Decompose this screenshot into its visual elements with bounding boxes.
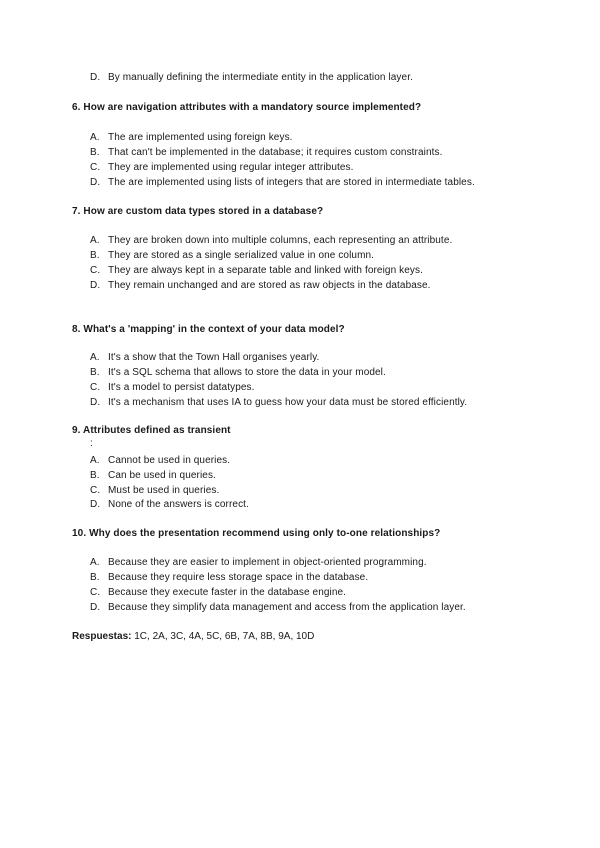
q7-option-a — [90, 234, 452, 247]
option-text: They are stored as a single serialized value in one column. — [108, 250, 375, 261]
option-letter: D. — [90, 177, 101, 188]
q8-option-d — [90, 396, 467, 409]
option-letter: A. — [90, 352, 100, 363]
option-letter: B. — [90, 470, 100, 481]
option-text: They are always kept in a separate table and linked with foreign keys. — [108, 265, 423, 276]
option-text: Because they simplify data management and access from the application layer. — [108, 602, 466, 613]
question-10-title: 10. Why does the presentation recommend using only to-one relationships? — [72, 528, 441, 539]
option-letter: D. — [90, 602, 101, 613]
q8-option-c — [90, 381, 255, 394]
option-letter: D. — [90, 397, 101, 408]
q10-option-b — [90, 571, 368, 584]
option-text: They remain unchanged and are stored as raw objects in the database. — [108, 280, 431, 291]
q6-option-c — [90, 161, 354, 174]
option-letter: D. — [90, 72, 101, 83]
option-letter: D. — [90, 280, 101, 291]
option-text: The are implemented using foreign keys. — [108, 132, 293, 143]
q9-option-b — [90, 469, 216, 482]
q8-option-b — [90, 366, 386, 379]
q6-option-d — [90, 176, 475, 189]
q10-option-d — [90, 601, 466, 614]
q10-option-c — [90, 586, 346, 599]
q6-option-b — [90, 146, 442, 159]
option-letter: B. — [90, 250, 100, 261]
question-7-title: 7. How are custom data types stored in a database? — [72, 206, 324, 217]
answer-key — [72, 630, 314, 643]
option-text: Must be used in queries. — [108, 485, 220, 496]
option-text: Because they require less storage space in the database. — [108, 572, 369, 583]
q10-option-a — [90, 556, 427, 569]
option-text: Because they are easier to implement in object-oriented programming. — [108, 557, 427, 568]
option-text: It's a mechanism that uses IA to guess how your data must be stored efficiently. — [108, 397, 468, 408]
option-letter: A. — [90, 235, 100, 246]
question-9-colon: : — [90, 438, 93, 449]
option-text: It's a model to persist datatypes. — [108, 382, 255, 393]
option-letter: C. — [90, 382, 101, 393]
option-text: Cannot be used in queries. — [108, 455, 231, 466]
q6-option-a — [90, 131, 293, 144]
option-letter: C. — [90, 162, 101, 173]
option-text: By manually defining the intermediate entity in the application layer. — [108, 72, 413, 83]
q7-option-c — [90, 264, 423, 277]
option-letter: A. — [90, 557, 100, 568]
option-text: It's a show that the Town Hall organises yearly. — [108, 352, 320, 363]
option-text: Because they execute faster in the database engine. — [108, 587, 347, 598]
option-letter: B. — [90, 147, 100, 158]
option-letter: C. — [90, 587, 101, 598]
q9-option-a — [90, 454, 230, 467]
q8-option-a — [90, 351, 319, 364]
option-text: They are broken down into multiple columns, each representing an attribute. — [108, 235, 453, 246]
option-text: Can be used in queries. — [108, 470, 216, 481]
q9-option-c — [90, 484, 219, 497]
option-letter: D. — [90, 499, 101, 510]
answer-key-label: Respuestas: — [72, 631, 132, 642]
option-letter: B. — [90, 572, 100, 583]
option-letter: A. — [90, 455, 100, 466]
q7-option-d — [90, 279, 431, 292]
option-text: The are implemented using lists of integers that are stored in intermediate tables. — [108, 177, 475, 188]
q9-option-d — [90, 498, 249, 511]
question-6-title: 6. How are navigation attributes with a mandatory source implemented? — [72, 102, 422, 113]
option-letter: C. — [90, 485, 101, 496]
question-9-title: 9. Attributes defined as transient — [72, 425, 231, 436]
option-letter: A. — [90, 132, 100, 143]
option-letter: C. — [90, 265, 101, 276]
option-text: They are implemented using regular integer attributes. — [108, 162, 354, 173]
option-text: It's a SQL schema that allows to store the data in your model. — [108, 367, 386, 378]
q7-option-b — [90, 249, 374, 262]
answer-key-value: 1C, 2A, 3C, 4A, 5C, 6B, 7A, 8B, 9A, 10D — [134, 631, 315, 642]
q5-option-d — [90, 71, 413, 84]
option-letter: B. — [90, 367, 100, 378]
question-8-title: 8. What's a 'mapping' in the context of your data model? — [72, 324, 345, 335]
option-text: That can't be implemented in the database; it requires custom constraints. — [108, 147, 443, 158]
option-text: None of the answers is correct. — [108, 499, 249, 510]
